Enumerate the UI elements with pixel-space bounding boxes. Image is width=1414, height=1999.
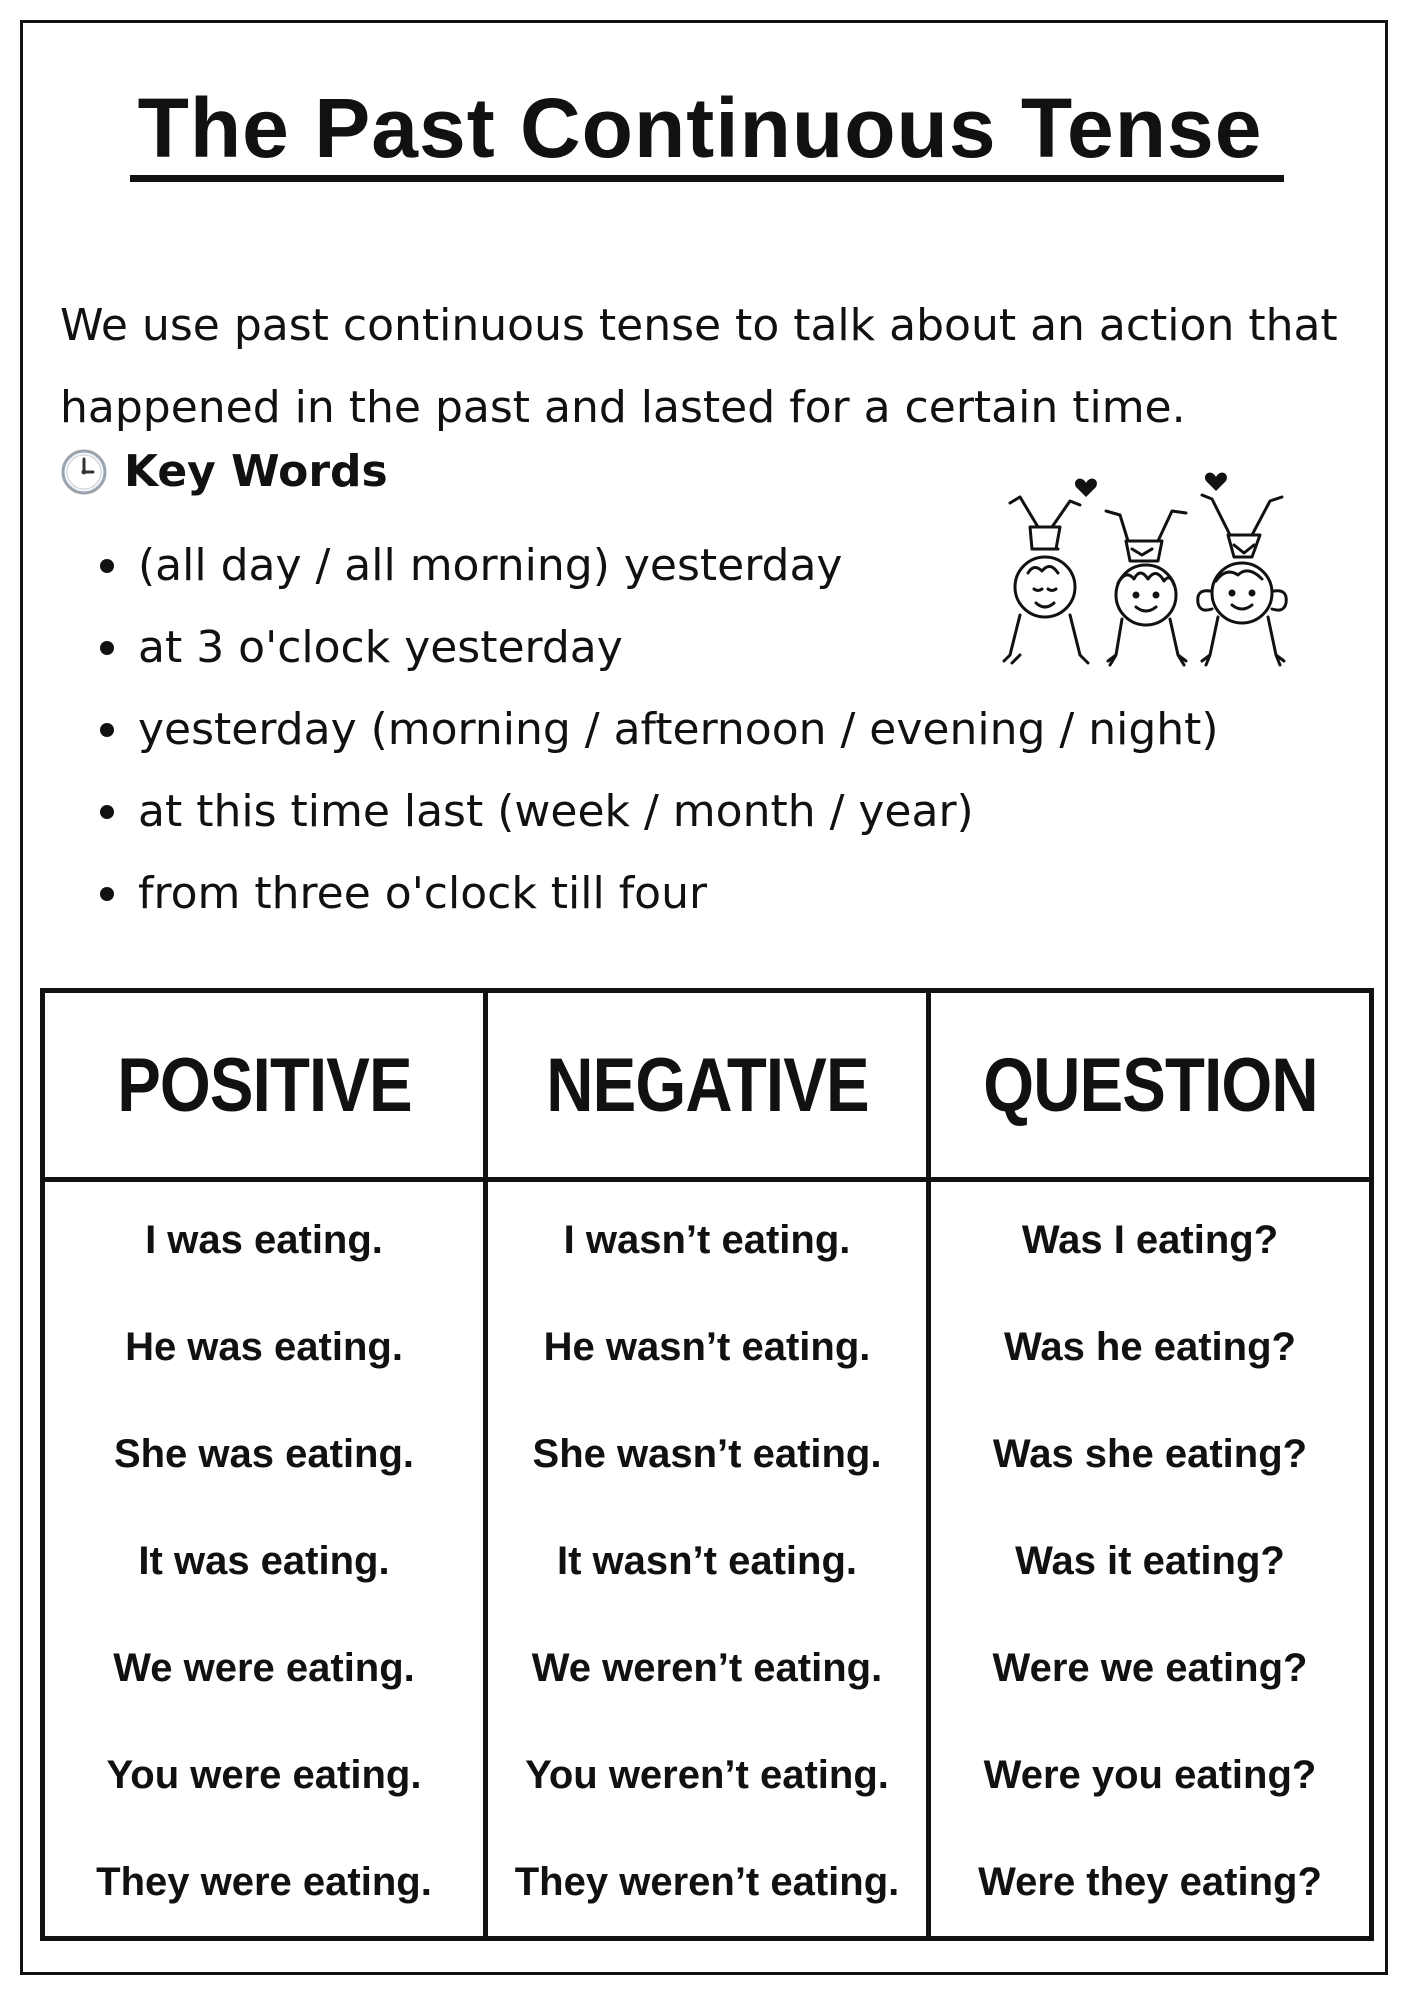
table-cell: I was eating. <box>43 1180 486 1295</box>
table-row <box>43 1508 1372 1615</box>
table-cell: You were eating. <box>43 1722 486 1829</box>
table-cell: We were eating. <box>43 1615 486 1722</box>
table-header-row <box>43 991 1372 1180</box>
intro-paragraph: We use past continuous tense to talk about an action that happened in the past and lasted for a certain time. <box>60 300 1338 433</box>
key-words-heading <box>60 446 388 497</box>
list-item <box>100 689 1219 771</box>
table-cell: It was eating. <box>43 1508 486 1615</box>
table-cell: She was eating. <box>43 1401 486 1508</box>
table-cell: I wasn’t eating. <box>486 1180 929 1295</box>
table-row <box>43 1294 1372 1401</box>
list-item-text: at this time last (week / month / year) <box>138 786 974 837</box>
page-title-text: The Past Continuous Tense <box>130 81 1285 182</box>
list-item-text: yesterday (morning / afternoon / evening / night) <box>138 704 1219 755</box>
list-item <box>100 853 1219 935</box>
question-header: QUESTION <box>960 991 1341 1180</box>
list-item-text: from three o'clock till four <box>138 868 708 919</box>
bullet-icon <box>100 723 114 737</box>
table-cell: He wasn’t eating. <box>486 1294 929 1401</box>
table-cell: Was it eating? <box>929 1508 1372 1615</box>
bullet-icon <box>100 641 114 655</box>
table-cell: They weren’t eating. <box>486 1829 929 1939</box>
positive-header: POSITIVE <box>74 991 455 1180</box>
table-row <box>43 1180 1372 1295</box>
list-item-text: at 3 o'clock yesterday <box>138 622 623 673</box>
table-cell: It wasn’t eating. <box>486 1508 929 1615</box>
table-cell: You weren’t eating. <box>486 1722 929 1829</box>
table-cell: He was eating. <box>43 1294 486 1401</box>
page-title <box>0 82 1414 174</box>
clock-icon <box>60 448 108 496</box>
table-cell: Were they eating? <box>929 1829 1372 1939</box>
bullet-icon <box>100 805 114 819</box>
table-cell: They were eating. <box>43 1829 486 1939</box>
negative-header: NEGATIVE <box>517 991 898 1180</box>
bullet-icon <box>100 559 114 573</box>
key-words-label: Key Words <box>124 446 388 497</box>
table-row <box>43 1829 1372 1939</box>
table-cell: Was I eating? <box>929 1180 1372 1295</box>
table-row <box>43 1401 1372 1508</box>
list-item <box>100 771 1219 853</box>
table-row <box>43 1722 1372 1829</box>
bullet-icon <box>100 887 114 901</box>
table-cell: Were you eating? <box>929 1722 1372 1829</box>
table-cell: We weren’t eating. <box>486 1615 929 1722</box>
table-cell: She wasn’t eating. <box>486 1401 929 1508</box>
kids-handstand-illustration <box>990 465 1330 670</box>
table-cell: Was she eating? <box>929 1401 1372 1508</box>
table-cell: Was he eating? <box>929 1294 1372 1401</box>
table-row <box>43 1615 1372 1722</box>
grammar-table <box>40 988 1374 1941</box>
list-item-text: (all day / all morning) yesterday <box>138 540 843 591</box>
table-cell: Were we eating? <box>929 1615 1372 1722</box>
